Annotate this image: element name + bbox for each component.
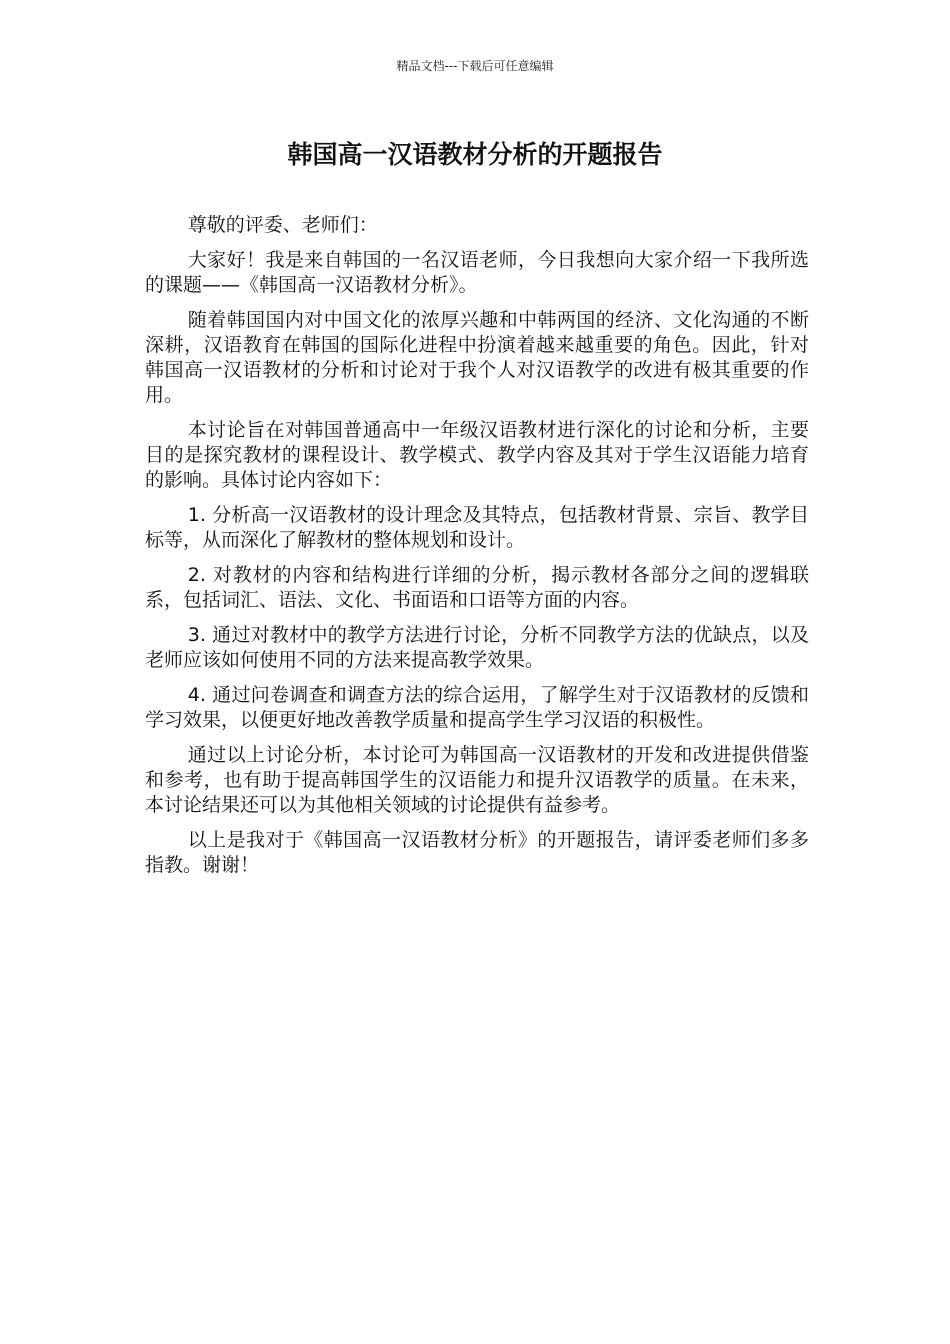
paragraph-significance: 通过以上讨论分析，本讨论可为韩国高一汉语教材的开发和改进提供借鉴和参考，也有助于提高韩国学生的汉语能力和提升汉语教学的质量。在未来，本讨论结果还可以为其他相关领域的讨论提供有益参考。 <box>145 744 809 816</box>
paragraph-closing: 以上是我对于《韩国高一汉语教材分析》的开题报告，请评委老师们多多指教。谢谢！ <box>145 829 809 876</box>
document-body <box>145 213 809 888</box>
header-note: 精品文档---下载后可任意编辑 <box>396 59 554 73</box>
paragraph-background: 随着韩国国内对中国文化的浓厚兴趣和中韩两国的经济、文化沟通的不断深耕，汉语教育在韩国的国际化进程中扮演着越来越重要的角色。因此，针对韩国高一汉语教材的分析和讨论对于我个人对汉语教学的改进有极其重要的作用。 <box>145 309 809 406</box>
paragraph-introduction: 大家好！我是来自韩国的一名汉语老师，今日我想向大家介绍一下我所选的课题——《韩国高一汉语教材分析》。 <box>145 249 809 296</box>
paragraph-item-2: 2. 对教材的内容和结构进行详细的分析，揭示教材各部分之间的逻辑联系，包括词汇、语法、文化、书面语和口语等方面的内容。 <box>145 564 809 611</box>
paragraph-item-1: 1. 分析高一汉语教材的设计理念及其特点，包括教材背景、宗旨、教学目标等，从而深化了解教材的整体规划和设计。 <box>145 504 809 551</box>
document-title: 韩国高一汉语教材分析的开题报告 <box>287 140 663 169</box>
paragraph-item-3: 3. 通过对教材中的教学方法进行讨论，分析不同教学方法的优缺点，以及老师应该如何使用不同的方法来提高教学效果。 <box>145 624 809 671</box>
paragraph-research-aim: 本讨论旨在对韩国普通高中一年级汉语教材进行深化的讨论和分析，主要目的是探究教材的课程设计、教学模式、教学内容及其对于学生汉语能力培育的影响。具体讨论内容如下： <box>145 419 809 491</box>
paragraph-salutation: 尊敬的评委、老师们： <box>187 214 378 236</box>
paragraph-item-4: 4. 通过问卷调查和调查方法的综合运用，了解学生对于汉语教材的反馈和学习效果，以便更好地改善教学质量和提高学生学习汉语的积极性。 <box>145 684 809 731</box>
